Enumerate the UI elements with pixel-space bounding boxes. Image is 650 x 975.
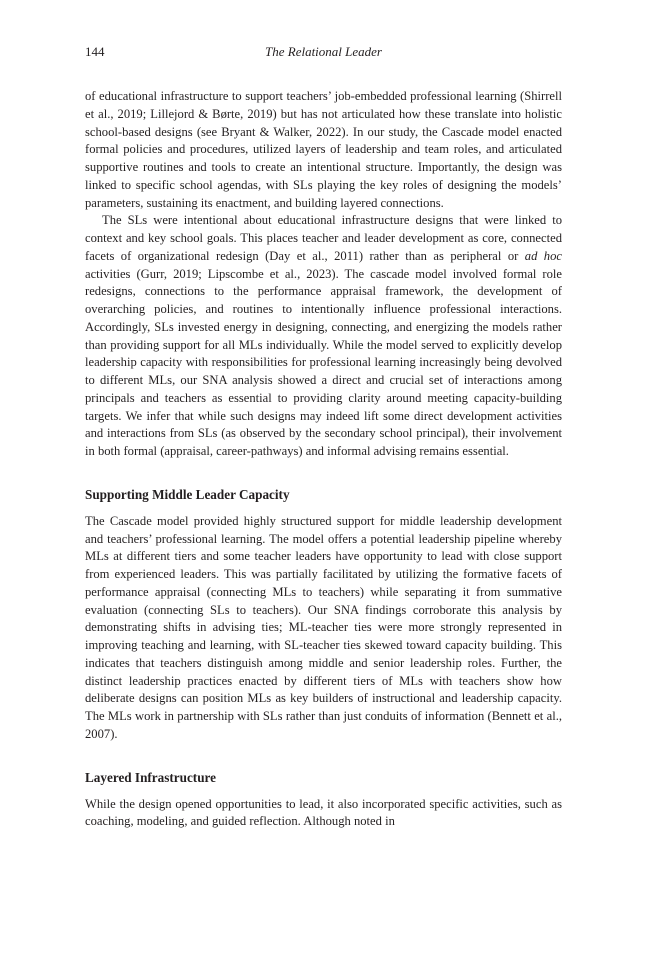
running-head: [85, 44, 562, 64]
section-paragraph-layered-infrastructure: While the design opened opportunities to lead, it also incorporated specific activities, such as coaching, modeling, and guided reflection. Although noted in: [85, 796, 562, 829]
page-number: 144: [85, 44, 105, 59]
italic-term: ad hoc: [524, 248, 562, 263]
section-heading-layered-infrastructure: Layered Infrastructure: [85, 769, 216, 785]
paragraph-2-part-1: The SLs were intentional about educational infrastructure designs that were linked to context and key school goals. This places teacher and leader development as core, connected facets of organizational redesign (Day et al., 2011) rather than as peripheral or: [85, 213, 562, 263]
body-paragraph-2: [85, 212, 562, 461]
paragraph-2-part-2: activities (Gurr, 2019; Lipscombe et al., 2023). The cascade model involved formal role redesigns, connections to the performance appraisal framework, the development of overarching policies, and routines to intentionally influence professional interactions. Accordingly, SLs invested energy in designing, connecting, and energizing the models rather than providing support for all MLs individually. While the model served to explicitly develop leadership capacity with responsibilities for professional learning increasingly being devolved to different MLs, our SNA analysis showed a direct and crucial set of interactions among principals and teachers as essential to providing clarity around meeting capacity-building targets. We infer that while such designs may indeed lift some direct development activities and interactions from SLs (as observed by the secondary school principal), their involvement in both formal (appraisal, career-pathways) and informal advising remains essential.: [85, 266, 562, 458]
running-head-title: The Relational Leader: [265, 44, 382, 59]
body-paragraph-1: of educational infrastructure to support teachers’ job-embedded professional learning (Shirrell et al., 2019; Lillejord & Børte, 2019) but has not articulated how these translate into holistic school-based designs (see Bryant & Walker, 2022). In our study, the Cascade model enacted formal policies and procedures, utilized layers of leadership and team roles, and articulated supportive routines and tools to create an intentional structure. Importantly, the design was linked to specific school agendas, with SLs playing the key roles of designing the models’ parameters, sustaining its enactment, and building layered connections.: [85, 89, 562, 210]
book-page: [85, 44, 562, 831]
section-heading-middle-leader-capacity: Supporting Middle Leader Capacity: [85, 486, 290, 502]
section-paragraph-middle-leader-capacity: The Cascade model provided highly structured support for middle leadership development and teachers’ professional learning. The model offers a potential leadership pipeline whereby MLs at different tiers and some teacher leaders have opportunity to lead with close support from experienced leaders. This was partially facilitated by utilizing the formative facets of performance appraisal (connecting MLs to teachers) while separating it from summative evaluation (connecting SLs to teachers). Our SNA findings corroborate this analysis by demonstrating shifts in advising ties; ML-teacher ties were more strongly represented in improving teaching and learning, with SL-teacher ties skewed toward capacity building. This indicates that teachers distinguish among middle and senior leadership roles. Further, the distinct leadership practices enacted by different tiers of MLs with teachers show how deliberate designs can position MLs as key builders of instructional and leadership capacity. The MLs work in partnership with SLs rather than just conduits of information (Bennett et al., 2007).: [85, 513, 562, 741]
